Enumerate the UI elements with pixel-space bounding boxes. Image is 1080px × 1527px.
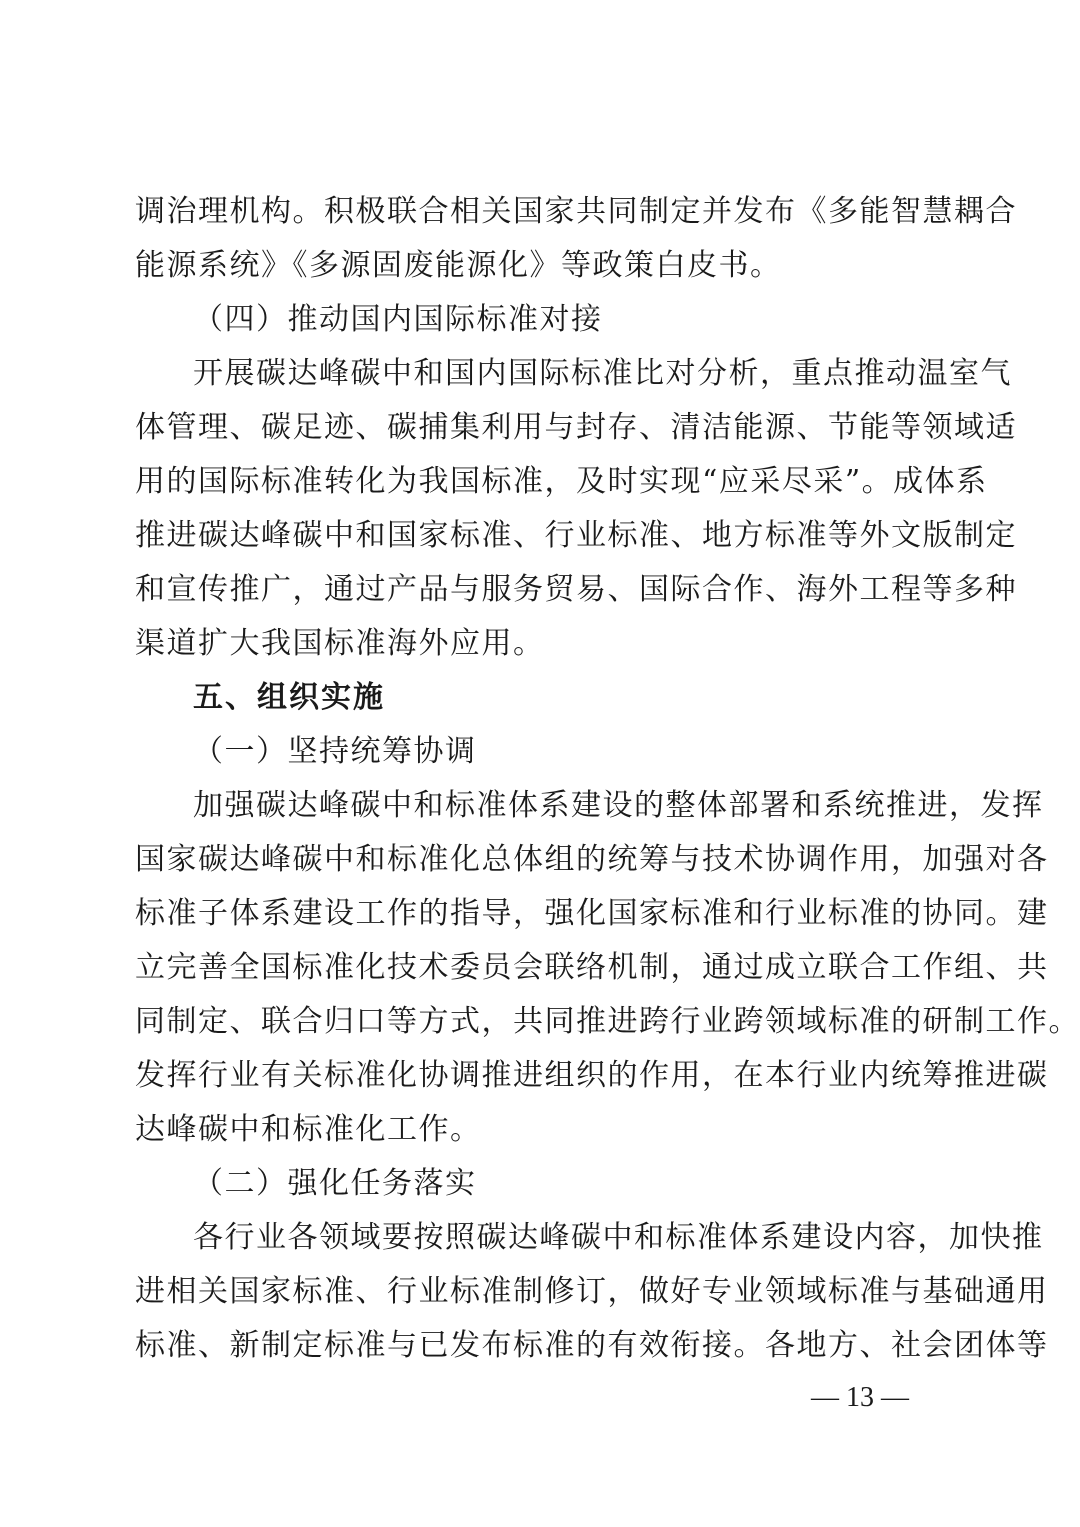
body-text-line: 体管理、碳足迹、碳捕集利用与封存、清洁能源、节能等领域适 [135, 410, 1017, 445]
body-text-line: 各行业各领域要按照碳达峰碳中和标准体系建设内容，加快推 [193, 1220, 1044, 1255]
body-text-line: 达峰碳中和标准化工作。 [135, 1112, 482, 1147]
body-text-line: 同制定、联合归口等方式，共同推进跨行业跨领域标准的研制工作。 [135, 1004, 1080, 1039]
body-text-line: 和宣传推广，通过产品与服务贸易、国际合作、海外工程等多种 [135, 572, 1017, 607]
body-text-line: 立完善全国标准化技术委员会联络机制，通过成立联合工作组、共 [135, 950, 1049, 985]
body-text-line: 用的国际标准转化为我国标准，及时实现“应采尽采”。成体系 [135, 464, 988, 499]
body-text-line: 渠道扩大我国标准海外应用。 [135, 626, 545, 661]
body-text-line: 加强碳达峰碳中和标准体系建设的整体部署和系统推进，发挥 [193, 788, 1044, 823]
section-heading: （一）坚持统筹协调 [193, 734, 477, 769]
chapter-heading: 五、组织实施 [193, 680, 385, 715]
body-text-line: 国家碳达峰碳中和标准化总体组的统筹与技术协调作用，加强对各 [135, 842, 1049, 877]
page-number: — 13 — [811, 1382, 909, 1413]
body-text-line: 发挥行业有关标准化协调推进组织的作用，在本行业内统筹推进碳 [135, 1058, 1049, 1093]
body-text-line: 能源系统》《多源固废能源化》等政策白皮书。 [135, 248, 782, 283]
body-text-line: 进相关国家标准、行业标准制修订，做好专业领域标准与基础通用 [135, 1274, 1049, 1309]
body-text-line: 推进碳达峰碳中和国家标准、行业标准、地方标准等外文版制定 [135, 518, 1017, 553]
section-heading: （二）强化任务落实 [193, 1166, 477, 1201]
body-text-line: 标准子体系建设工作的指导，强化国家标准和行业标准的协同。建 [135, 896, 1049, 931]
body-text-line: 标准、新制定标准与已发布标准的有效衔接。各地方、社会团体等 [135, 1328, 1049, 1363]
body-text-line: 开展碳达峰碳中和国内国际标准比对分析，重点推动温室气 [193, 356, 1012, 391]
body-text-line: 调治理机构。积极联合相关国家共同制定并发布《多能智慧耦合 [135, 194, 1017, 229]
section-heading: （四）推动国内国际标准对接 [193, 302, 603, 337]
